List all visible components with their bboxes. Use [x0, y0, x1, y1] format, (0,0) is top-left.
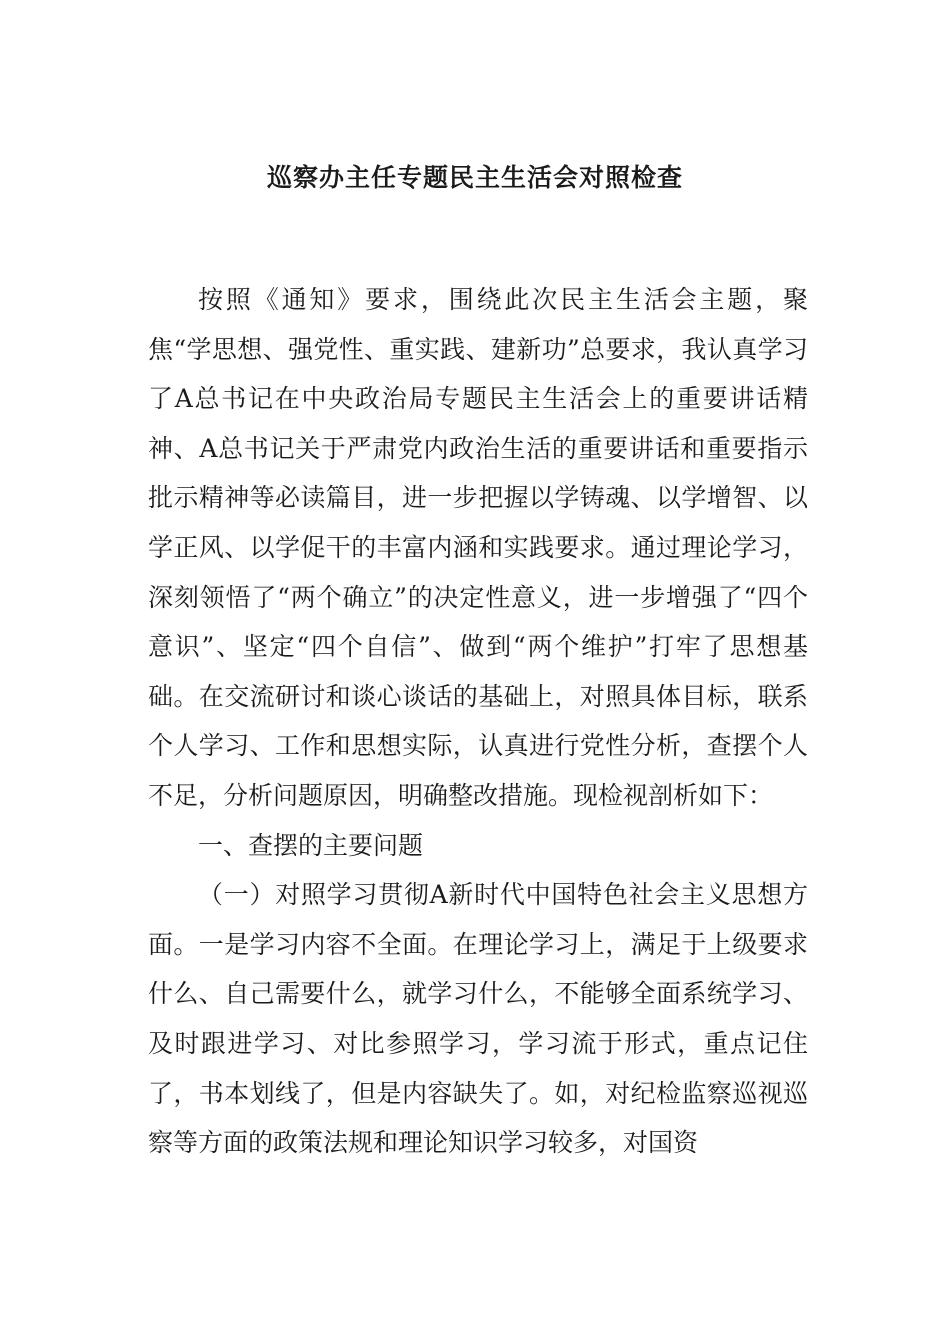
document-body [148, 275, 808, 1168]
intro-paragraph: 按照《通知》要求，围绕此次民主生活会主题，聚焦“学思想、强党性、重实践、建新功”总要求，我认真学习了A总书记在中央政治局专题民主生活会上的重要讲话精神、A总书记关于严肃党内政治生活的重要讲话和重要指示批示精神等必读篇目，进一步把握以学铸魂、以学增智、以学正风、以学促干的丰富内涵和实践要求。通过理论学习，深刻领悟了“两个确立”的决定性意义，进一步增强了“四个意识”、坚定“四个自信”、做到“两个维护”打牢了思想基础。在交流研讨和谈心谈话的基础上，对照具体目标，联系个人学习、工作和思想实际，认真进行党性分析，查摆个人不足，分析问题原因，明确整改措施。现检视剖析如下： [148, 285, 808, 810]
document-title: 巡察办主任专题民主生活会对照检查 [266, 163, 683, 192]
body-paragraph: （一）对照学习贯彻A新时代中国特色社会主义思想方面。一是学习内容不全面。在理论学习上，满足于上级要求什么、自己需要什么，就学习什么，不能够全面系统学习、及时跟进学习、对比参照学习，学习流于形式，重点记住了，书本划线了，但是内容缺失了。如，对纪检监察巡视巡察等方面的政策法规和理论知识学习较多，对国资 [148, 880, 808, 1158]
section-heading: 一、查摆的主要问题 [198, 830, 424, 860]
